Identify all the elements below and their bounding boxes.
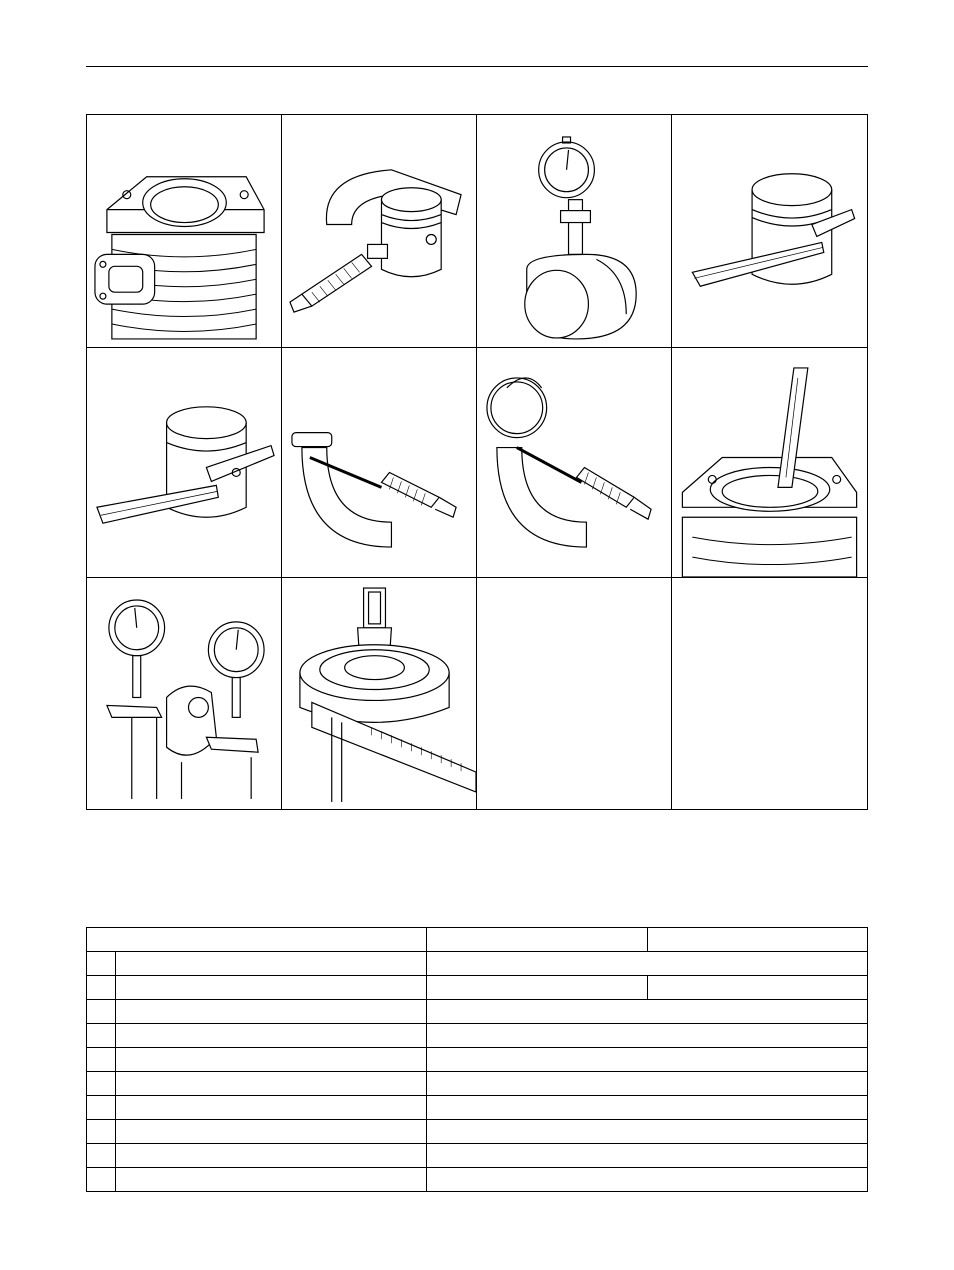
crankcase-caliper-illustration-icon [282, 578, 476, 809]
specification-table [86, 927, 868, 1192]
figure-cell [87, 578, 282, 809]
piston-ring-feeler-gauge-illustration-icon [672, 115, 867, 347]
row-value [647, 976, 867, 1000]
ring-micrometer-illustration-icon [477, 348, 671, 577]
row-value [427, 952, 868, 976]
cylinder-feeler-gauge-illustration-icon [672, 348, 867, 577]
figure-cell [87, 115, 282, 348]
table-row [87, 952, 868, 976]
row-number [87, 952, 116, 976]
row-number [87, 1120, 116, 1144]
crankshaft-dial-gauge-illustration-icon [87, 578, 281, 809]
piston-pin-dial-gauge-illustration-icon [477, 115, 671, 347]
row-value [427, 1000, 868, 1024]
figure-cell [87, 348, 282, 578]
row-name [116, 1120, 427, 1144]
row-number [87, 1048, 116, 1072]
table-row [87, 1144, 868, 1168]
figure-cell-empty [672, 578, 867, 809]
row-name [116, 1000, 427, 1024]
piston-feeler-gauge-illustration-icon [87, 348, 281, 577]
row-number [87, 1000, 116, 1024]
row-number [87, 1024, 116, 1048]
row-value [427, 1096, 868, 1120]
figure-cell [282, 348, 477, 578]
table-row [87, 1120, 868, 1144]
row-value [427, 1144, 868, 1168]
header-rule [86, 66, 868, 67]
table-row [87, 1072, 868, 1096]
micrometer-illustration-icon [282, 348, 476, 577]
row-name [116, 1168, 427, 1192]
table-header-row [87, 928, 868, 952]
table-header-cell [647, 928, 867, 952]
table-row [87, 1168, 868, 1192]
row-value [427, 976, 647, 1000]
figure-cell [672, 348, 867, 578]
row-name [116, 1048, 427, 1072]
row-name [116, 1072, 427, 1096]
figure-cell [282, 115, 477, 348]
row-name [116, 1144, 427, 1168]
row-number [87, 1168, 116, 1192]
figure-cell [477, 115, 672, 348]
row-number [87, 1072, 116, 1096]
piston-micrometer-illustration-icon [282, 115, 476, 347]
cylinder-illustration-icon [87, 115, 281, 347]
table-row [87, 1024, 868, 1048]
row-number [87, 1096, 116, 1120]
table-row [87, 1000, 868, 1024]
figure-cell [672, 115, 867, 348]
row-name [116, 976, 427, 1000]
table-row [87, 1048, 868, 1072]
table-header-cell [87, 928, 427, 952]
row-name [116, 1096, 427, 1120]
row-value [427, 1168, 868, 1192]
figure-grid [86, 114, 868, 810]
figure-cell [282, 578, 477, 809]
row-value [427, 1120, 868, 1144]
row-number [87, 976, 116, 1000]
row-value [427, 1048, 868, 1072]
row-name [116, 952, 427, 976]
row-number [87, 1144, 116, 1168]
table-row [87, 976, 868, 1000]
figure-cell [477, 348, 672, 578]
table-header-cell [427, 928, 647, 952]
figure-cell-empty [477, 578, 672, 809]
row-name [116, 1024, 427, 1048]
row-value [427, 1024, 868, 1048]
table-row [87, 1096, 868, 1120]
row-value [427, 1072, 868, 1096]
